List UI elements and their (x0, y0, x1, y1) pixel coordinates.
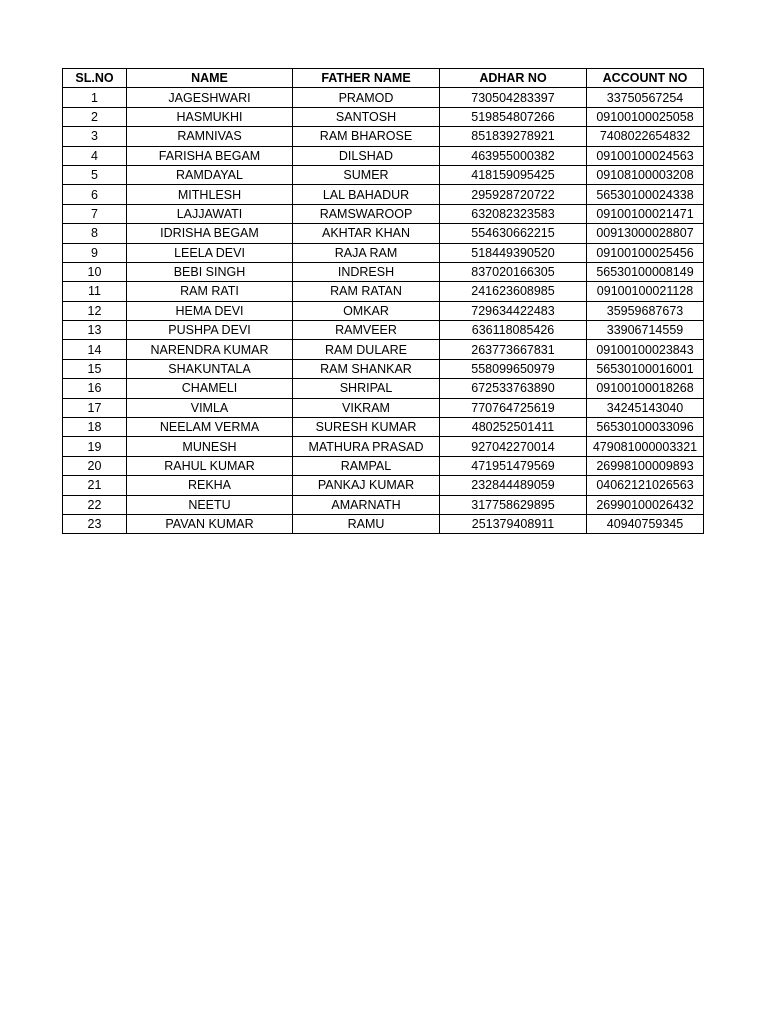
cell-adhar-no: 518449390520 (440, 243, 587, 262)
cell-name: LEELA DEVI (127, 243, 293, 262)
cell-father-name: PANKAJ KUMAR (293, 476, 440, 495)
cell-account-no: 33750567254 (587, 88, 704, 107)
table-row (63, 301, 704, 320)
table-row (63, 282, 704, 301)
cell-sl-no: 12 (63, 301, 127, 320)
cell-father-name: SHRIPAL (293, 379, 440, 398)
cell-name: NARENDRA KUMAR (127, 340, 293, 359)
cell-name: LAJJAWATI (127, 204, 293, 223)
cell-father-name: RAM BHAROSE (293, 127, 440, 146)
cell-father-name: DILSHAD (293, 146, 440, 165)
table-row (63, 418, 704, 437)
cell-adhar-no: 295928720722 (440, 185, 587, 204)
cell-sl-no: 11 (63, 282, 127, 301)
cell-sl-no: 18 (63, 418, 127, 437)
table-row (63, 185, 704, 204)
header-father-name: FATHER NAME (293, 69, 440, 88)
cell-account-no: 09100100025058 (587, 107, 704, 126)
cell-name: JAGESHWARI (127, 88, 293, 107)
cell-father-name: RAMSWAROOP (293, 204, 440, 223)
cell-name: RAHUL KUMAR (127, 456, 293, 475)
cell-sl-no: 10 (63, 262, 127, 281)
table-row (63, 146, 704, 165)
cell-father-name: SURESH KUMAR (293, 418, 440, 437)
table-row (63, 88, 704, 107)
cell-father-name: MATHURA PRASAD (293, 437, 440, 456)
cell-father-name: AMARNATH (293, 495, 440, 514)
cell-adhar-no: 636118085426 (440, 321, 587, 340)
table-row (63, 398, 704, 417)
cell-account-no: 04062121026563 (587, 476, 704, 495)
table-row (63, 262, 704, 281)
table-row (63, 476, 704, 495)
cell-name: BEBI SINGH (127, 262, 293, 281)
cell-name: HASMUKHI (127, 107, 293, 126)
cell-adhar-no: 554630662215 (440, 224, 587, 243)
cell-account-no: 09108100003208 (587, 165, 704, 184)
cell-account-no: 09100100018268 (587, 379, 704, 398)
cell-account-no: 09100100021471 (587, 204, 704, 223)
cell-sl-no: 9 (63, 243, 127, 262)
cell-adhar-no: 418159095425 (440, 165, 587, 184)
cell-adhar-no: 851839278921 (440, 127, 587, 146)
cell-account-no: 09100100023843 (587, 340, 704, 359)
cell-father-name: SANTOSH (293, 107, 440, 126)
cell-name: CHAMELI (127, 379, 293, 398)
cell-account-no: 40940759345 (587, 514, 704, 533)
cell-sl-no: 22 (63, 495, 127, 514)
cell-account-no: 09100100021128 (587, 282, 704, 301)
table-row (63, 456, 704, 475)
cell-father-name: RAM RATAN (293, 282, 440, 301)
cell-father-name: AKHTAR KHAN (293, 224, 440, 243)
cell-adhar-no: 672533763890 (440, 379, 587, 398)
table-row (63, 321, 704, 340)
table-row (63, 127, 704, 146)
table-row (63, 514, 704, 533)
cell-adhar-no: 632082323583 (440, 204, 587, 223)
table-body (63, 88, 704, 534)
cell-father-name: RAJA RAM (293, 243, 440, 262)
cell-father-name: LAL BAHADUR (293, 185, 440, 204)
cell-name: RAMNIVAS (127, 127, 293, 146)
cell-adhar-no: 770764725619 (440, 398, 587, 417)
table-row (63, 107, 704, 126)
cell-father-name: SUMER (293, 165, 440, 184)
cell-father-name: RAMVEER (293, 321, 440, 340)
cell-name: VIMLA (127, 398, 293, 417)
cell-sl-no: 5 (63, 165, 127, 184)
cell-account-no: 479081000003321 (587, 437, 704, 456)
cell-account-no: 09100100025456 (587, 243, 704, 262)
table-row (63, 359, 704, 378)
cell-sl-no: 2 (63, 107, 127, 126)
cell-father-name: RAM DULARE (293, 340, 440, 359)
cell-account-no: 26990100026432 (587, 495, 704, 514)
cell-father-name: RAM SHANKAR (293, 359, 440, 378)
cell-account-no: 00913000028807 (587, 224, 704, 243)
cell-father-name: OMKAR (293, 301, 440, 320)
cell-name: RAM RATI (127, 282, 293, 301)
table-row (63, 224, 704, 243)
beneficiary-table (62, 68, 704, 534)
table-row (63, 379, 704, 398)
cell-name: MUNESH (127, 437, 293, 456)
cell-name: PAVAN KUMAR (127, 514, 293, 533)
cell-adhar-no: 730504283397 (440, 88, 587, 107)
cell-adhar-no: 519854807266 (440, 107, 587, 126)
cell-adhar-no: 232844489059 (440, 476, 587, 495)
cell-sl-no: 15 (63, 359, 127, 378)
cell-name: RAMDAYAL (127, 165, 293, 184)
cell-account-no: 56530100016001 (587, 359, 704, 378)
cell-name: NEETU (127, 495, 293, 514)
cell-account-no: 34245143040 (587, 398, 704, 417)
cell-account-no: 09100100024563 (587, 146, 704, 165)
cell-father-name: VIKRAM (293, 398, 440, 417)
cell-sl-no: 6 (63, 185, 127, 204)
header-sl-no: SL.NO (63, 69, 127, 88)
cell-name: SHAKUNTALA (127, 359, 293, 378)
cell-sl-no: 20 (63, 456, 127, 475)
cell-name: NEELAM VERMA (127, 418, 293, 437)
cell-name: MITHLESH (127, 185, 293, 204)
cell-account-no: 56530100008149 (587, 262, 704, 281)
cell-sl-no: 23 (63, 514, 127, 533)
cell-father-name: PRAMOD (293, 88, 440, 107)
cell-adhar-no: 251379408911 (440, 514, 587, 533)
cell-sl-no: 1 (63, 88, 127, 107)
cell-adhar-no: 463955000382 (440, 146, 587, 165)
cell-account-no: 26998100009893 (587, 456, 704, 475)
cell-adhar-no: 927042270014 (440, 437, 587, 456)
cell-sl-no: 8 (63, 224, 127, 243)
cell-account-no: 56530100033096 (587, 418, 704, 437)
cell-adhar-no: 317758629895 (440, 495, 587, 514)
cell-father-name: RAMPAL (293, 456, 440, 475)
cell-sl-no: 3 (63, 127, 127, 146)
cell-sl-no: 14 (63, 340, 127, 359)
cell-adhar-no: 471951479569 (440, 456, 587, 475)
cell-adhar-no: 558099650979 (440, 359, 587, 378)
cell-father-name: INDRESH (293, 262, 440, 281)
cell-account-no: 56530100024338 (587, 185, 704, 204)
cell-name: IDRISHA BEGAM (127, 224, 293, 243)
cell-adhar-no: 729634422483 (440, 301, 587, 320)
cell-sl-no: 19 (63, 437, 127, 456)
header-account-no: ACCOUNT NO (587, 69, 704, 88)
cell-sl-no: 13 (63, 321, 127, 340)
cell-adhar-no: 241623608985 (440, 282, 587, 301)
cell-sl-no: 17 (63, 398, 127, 417)
cell-name: FARISHA BEGAM (127, 146, 293, 165)
cell-adhar-no: 837020166305 (440, 262, 587, 281)
table-row (63, 204, 704, 223)
cell-sl-no: 4 (63, 146, 127, 165)
cell-account-no: 35959687673 (587, 301, 704, 320)
cell-name: PUSHPA DEVI (127, 321, 293, 340)
cell-name: HEMA DEVI (127, 301, 293, 320)
table-row (63, 243, 704, 262)
table-row (63, 495, 704, 514)
table-row (63, 437, 704, 456)
cell-name: REKHA (127, 476, 293, 495)
table-header-row (63, 69, 704, 88)
cell-account-no: 33906714559 (587, 321, 704, 340)
cell-sl-no: 7 (63, 204, 127, 223)
cell-adhar-no: 480252501411 (440, 418, 587, 437)
table-row (63, 165, 704, 184)
cell-sl-no: 21 (63, 476, 127, 495)
header-adhar-no: ADHAR NO (440, 69, 587, 88)
table-row (63, 340, 704, 359)
cell-adhar-no: 263773667831 (440, 340, 587, 359)
cell-father-name: RAMU (293, 514, 440, 533)
cell-account-no: 7408022654832 (587, 127, 704, 146)
header-name: NAME (127, 69, 293, 88)
cell-sl-no: 16 (63, 379, 127, 398)
